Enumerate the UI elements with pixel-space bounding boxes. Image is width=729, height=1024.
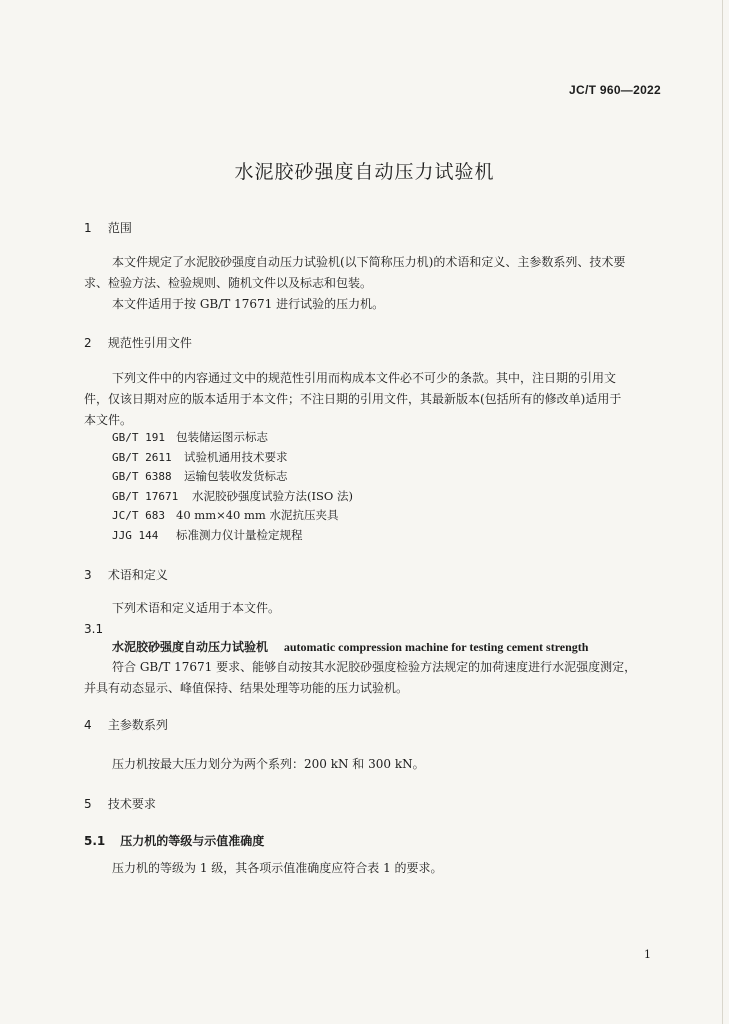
definition-line: 符合 GB/T 17671 要求、能够自动按其水泥胶砂强度检验方法规定的加荷速度进行水泥强度测定， [112,660,637,674]
standard-code: JC/T 960—2022 [569,83,661,97]
reference-item [112,467,353,487]
reference-title: 水泥胶砂强度试验方法(ISO 法) [192,488,353,503]
term-chinese: 水泥胶砂强度自动压力试验机 [112,640,269,654]
section-5-1-line: 压力机的等级为 1 级，其各项示值准确度应符合表 1 的要求。 [112,861,443,875]
reference-code: GB/T 191 [112,431,165,444]
section-3-number: 3 [84,568,92,582]
section-3-title: 术语和定义 [107,568,168,582]
section-5-heading [84,795,156,812]
section-4-title: 主参数系列 [107,718,168,732]
reference-code: GB/T 17671 [112,489,179,503]
reference-code: GB/T 2611 [112,450,172,464]
section-4-line: 压力机按最大压力划分为两个系列：200 kN 和 300 kN。 [112,757,425,771]
section-1-line: 本文件适用于按 GB/T 17671 进行试验的压力机。 [112,297,385,311]
reference-title: 试验机通用技术要求 [184,449,288,464]
section-2-title: 规范性引用文件 [107,336,192,350]
section-1-line: 求、检验方法、检验规则、随机文件以及标志和包装。 [84,276,373,290]
reference-title: 40 mm×40 mm 水泥抗压夹具 [176,508,339,522]
reference-item [112,506,353,526]
reference-item [112,448,353,468]
section-1-title: 范围 [107,221,132,235]
reference-code: JC/T 683 [112,509,165,522]
section-4-number: 4 [84,718,92,732]
page-number: 1 [644,948,651,961]
reference-item [112,428,353,448]
section-1-number: 1 [84,221,92,235]
reference-title: 运输包装收发货标志 [184,469,288,483]
document-title: 水泥胶砂强度自动压力试验机 [234,161,495,183]
section-5-1-number: 5.1 [84,834,106,848]
reference-title: 标准测力仪计量检定规程 [176,527,303,542]
reference-title: 包装储运图示标志 [176,430,268,444]
section-5-1-body [84,858,662,879]
section-5-title: 技术要求 [107,797,156,811]
section-5-number: 5 [84,797,92,811]
section-4-heading [84,716,168,733]
section-3-intro [84,598,662,619]
section-4-body [84,754,662,775]
section-2-number: 2 [84,336,92,350]
definition-line: 并具有动态显示、峰值保持、结果处理等功能的压力试验机。 [84,681,409,695]
term-3-1-definition [84,657,662,699]
reference-code: JJG 144 [112,528,159,542]
section-1-body [84,252,662,315]
normative-references-list [112,428,353,545]
section-5-1-title: 压力机的等级与示值准确度 [120,834,265,848]
term-english: automatic compression machine for testing cement strength [283,640,589,654]
section-1-line: 本文件规定了水泥胶砂强度自动压力试验机(以下简称压力机)的术语和定义、主参数系列、技术要 [112,255,626,269]
section-2-heading [84,334,192,351]
reference-code: GB/T 6388 [112,470,172,483]
page-edge [722,0,723,1024]
section-2-line: 本文件。 [84,413,133,427]
section-3-heading [84,566,168,583]
term-3-1-number: 3.1 [84,622,104,636]
reference-item [112,526,353,546]
section-2-line: 下列文件中的内容通过文中的规范性引用而构成本文件必不可少的条款。其中，注日期的引用文 [112,371,617,385]
section-3-intro-line: 下列术语和定义适用于本文件。 [112,601,281,615]
section-1-heading [84,219,132,236]
term-3-1 [112,638,588,655]
reference-item [112,487,353,507]
section-5-1-heading [84,832,264,849]
section-2-body [84,368,662,431]
section-2-line: 件，仅该日期对应的版本适用于本文件；不注日期的引用文件，其最新版本(包括所有的修改单)适用于 [84,392,622,406]
